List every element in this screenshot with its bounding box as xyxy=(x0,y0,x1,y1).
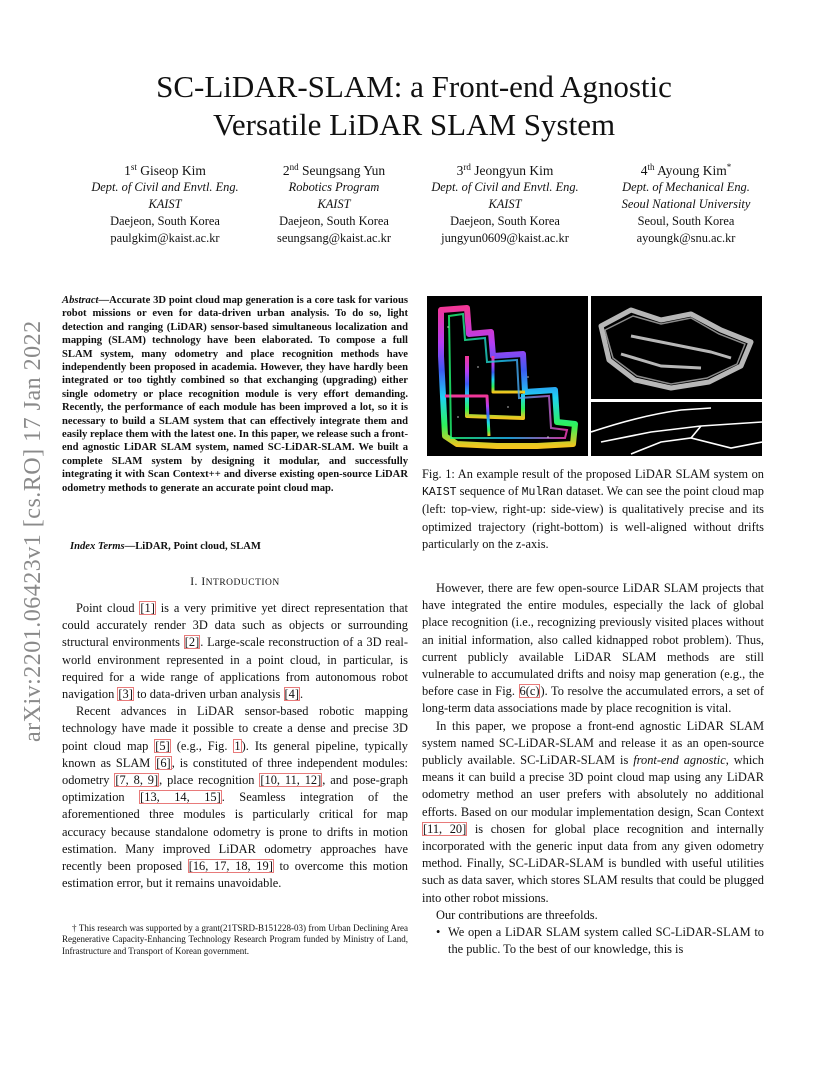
point-cloud-top-view-image xyxy=(427,296,588,456)
right-paragraph-3: Our contributions are threefolds. xyxy=(436,907,598,922)
right-paragraph-1: However, there are few open-source LiDAR SLAM projects that have integrated the entire modules, especially the lack of global place recognition (i.e., recognizing previously visited places without an initial information, also called kidnapped robot problem). Thus, current publicly available LiDAR SLAM methods are still vulnerable to accumulated drifts and noisy map generation (e.g., the before case in Fig. 6(c)). To resolve the accumulated errors, a set of long-term data associations made by place recognition is vital. xyxy=(422,581,764,716)
right-paragraph-2: In this paper, we propose a front-end agnostic LiDAR SLAM system named SC-LiDAR-SLAM and release it as an open-source publicly available. SC-LiDAR-SLAM is front-end agnostic, which means it can build a precise 3D point cloud map using any LiDAR odometry method an user prefers with absolutely no additional efforts. Based on our modular implementation design, Scan Context [11, 20] is chosen for global place recognition and internally incorporated with the generic input data from any given odometry method. Finally, SC-LiDAR-SLAM is bundled with useful utilities such as data saver, which stores SLAM results that could be plugged into other robot missions. xyxy=(422,718,764,905)
author-location: Daejeon, South Korea xyxy=(110,214,220,228)
citation-link[interactable]: [4] xyxy=(284,687,299,702)
author-institution: KAIST xyxy=(488,197,522,211)
citation-link[interactable]: [10, 11, 12] xyxy=(260,773,322,788)
author-ordinal-sup: nd xyxy=(289,162,299,172)
author-institution: KAIST xyxy=(317,197,351,211)
author-ordinal: 3 xyxy=(456,163,464,178)
point-cloud-side-view-image xyxy=(591,296,762,399)
abstract xyxy=(62,294,408,495)
author-ordinal: 4 xyxy=(640,163,648,178)
author-email: jungyun0609@kaist.ac.kr xyxy=(441,231,569,245)
author-name: Jeongyun Kim xyxy=(474,163,554,178)
citation-link[interactable]: [16, 17, 18, 19] xyxy=(188,859,273,874)
paper-title xyxy=(100,68,728,144)
author-name: Seungsang Yun xyxy=(302,163,386,178)
citation-link[interactable]: [13, 14, 15] xyxy=(140,790,221,805)
figure-link[interactable]: 6(c) xyxy=(519,684,540,699)
figure-link[interactable]: 1 xyxy=(234,738,241,753)
author-institution: Seoul National University xyxy=(621,197,751,211)
abstract-label: Abstract xyxy=(62,295,99,306)
author-dept: Dept. of Civil and Envtl. Eng. xyxy=(431,180,579,194)
title-line-2: Versatile LiDAR SLAM System xyxy=(212,107,616,142)
author-dept: Robotics Program xyxy=(288,180,380,194)
author-name: Ayoung Kim xyxy=(657,163,727,178)
bullet-dot: • xyxy=(436,925,441,940)
author-ordinal: 2 xyxy=(282,163,290,178)
title-line-1: SC-LiDAR-SLAM: a Front-end Agnostic xyxy=(156,69,672,104)
author-name: Giseop Kim xyxy=(140,163,206,178)
intro-paragraph-2: Recent advances in LiDAR sensor-based robotic mapping technology have made it possible to create a dense and precise 3D point cloud map [5] (e.g., Fig. 1). Its general pipeline, typically known as SLAM [6], is constituted of three independent modules: odometry [7, 8, 9], place recognition [10, 11, 12], and pose-graph optimization [13, 14, 15]. Seamless integration of the aforementioned three modules is particularly critical for map accuracy because standalone odometry is prone to drifts in motion estimation. Many improved LiDAR odometry approaches have recently been proposed [16, 17, 18, 19] to overcome this motion estimation error, but it remains unavoidable. xyxy=(62,704,409,891)
arxiv-watermark: arXiv:2201.06423v1 [cs.RO] 17 Jan 2022 xyxy=(20,320,46,742)
author-institution: KAIST xyxy=(148,197,182,211)
author-ordinal-sup: th xyxy=(647,162,655,172)
dataset-name: MulRan xyxy=(521,486,564,500)
footnote: † This research was supported by a grant(21TSRD-B151228-03) from Urban Declining Area Regenerative Capacity-Enhancing Technology Research Program funded by Ministry of Land, Infrastructure and Transport of Korean government. xyxy=(62,923,408,956)
citation-link[interactable]: [3] xyxy=(118,687,133,702)
intro-body xyxy=(62,600,408,892)
optimized-trajectory-image xyxy=(591,402,762,456)
citation-link[interactable]: [6] xyxy=(156,755,171,770)
figure-caption: Fig. 1: An example result of the proposed LiDAR SLAM system on KAIST sequence of MulRan dataset. We can see the point cloud map (left: top-view, right-up: side-view) is qualitatively precise and its optimized trajectory (right-bottom) is well-aligned without drifts particularly on the z-axis. xyxy=(422,467,764,551)
figure-1 xyxy=(427,296,762,456)
section-heading: I. INTRODUCTION xyxy=(190,576,280,588)
author-1 xyxy=(72,162,258,247)
author-3 xyxy=(410,162,600,247)
dataset-sequence-name: KAIST xyxy=(422,486,457,500)
citation-link[interactable]: [2] xyxy=(184,635,200,650)
index-terms-label: Index Terms xyxy=(69,541,125,552)
point-cloud-top-view xyxy=(427,296,588,456)
author-4 xyxy=(600,162,772,247)
intro-paragraph-1: Point cloud [1] is a very primitive yet direct representation that could accurately render 3D data such as objects or surrounding structural environments [2]. Large-scale reconstruction of a 3D real-world environment represented in a point cloud, in particular, is required for a wide range of applications from autonomous robot navigation [3] to data-driven urban analysis [4]. xyxy=(62,601,408,702)
author-ordinal-sup: st xyxy=(130,162,137,172)
optimized-trajectory xyxy=(591,402,762,456)
contribution-bullet: • We open a LiDAR SLAM system called SC-LiDAR-SLAM to the public. To the best of our knowledge, this is xyxy=(436,925,764,957)
index-terms xyxy=(62,540,408,553)
author-email: ayoungk@snu.ac.kr xyxy=(636,231,736,245)
citation-link[interactable]: [5] xyxy=(155,738,170,753)
author-location: Daejeon, South Korea xyxy=(279,214,389,228)
point-cloud-side-view xyxy=(591,296,762,399)
author-ordinal: 1 xyxy=(124,163,131,178)
corresponding-mark: * xyxy=(726,162,732,172)
author-location: Seoul, South Korea xyxy=(637,214,735,228)
citation-link[interactable]: [11, 20] xyxy=(423,821,467,836)
citation-link[interactable]: [7, 8, 9] xyxy=(115,773,159,788)
author-2 xyxy=(258,162,410,247)
author-block xyxy=(72,162,772,247)
index-terms-text: —LiDAR, Point cloud, SLAM xyxy=(124,541,261,552)
citation-link[interactable]: [1] xyxy=(140,601,155,615)
author-dept: Dept. of Mechanical Eng. xyxy=(622,180,750,194)
author-location: Daejeon, South Korea xyxy=(450,214,560,228)
abstract-text: —Accurate 3D point cloud map generation is a core task for various robot missions or even for data-driven urban analysis. To do so, light detection and ranging (LiDAR) sensor-based simultaneous localization and mapping (SLAM) technology have been elaborated. To compose a full SLAM system, many odometry and place recognition methods have independently been proposed in academia. However, they have hardly been integrated or too tightly combined so that exchanging (upgrading) either single odometry or place recognition module is very effort demanding. Recently, the performance of each module has been improved a lot, so it is necessary to build a SLAM system that can effectively integrate them and easily replace them with the latest one. In this paper, we release such a front-end agnostic LiDAR SLAM system, named SC-LiDAR-SLAM. We built a complete SLAM system by designing it modular, and successfully integrating it with Scan Context++ and diverse existing open-source LiDAR odometry methods to generate an accurate point cloud map. xyxy=(62,295,408,494)
author-ordinal-sup: rd xyxy=(463,162,471,172)
right-body xyxy=(422,580,764,958)
author-email: paulgkim@kaist.ac.kr xyxy=(110,231,220,245)
author-dept: Dept. of Civil and Envtl. Eng. xyxy=(91,180,239,194)
author-email: seungsang@kaist.ac.kr xyxy=(277,231,391,245)
